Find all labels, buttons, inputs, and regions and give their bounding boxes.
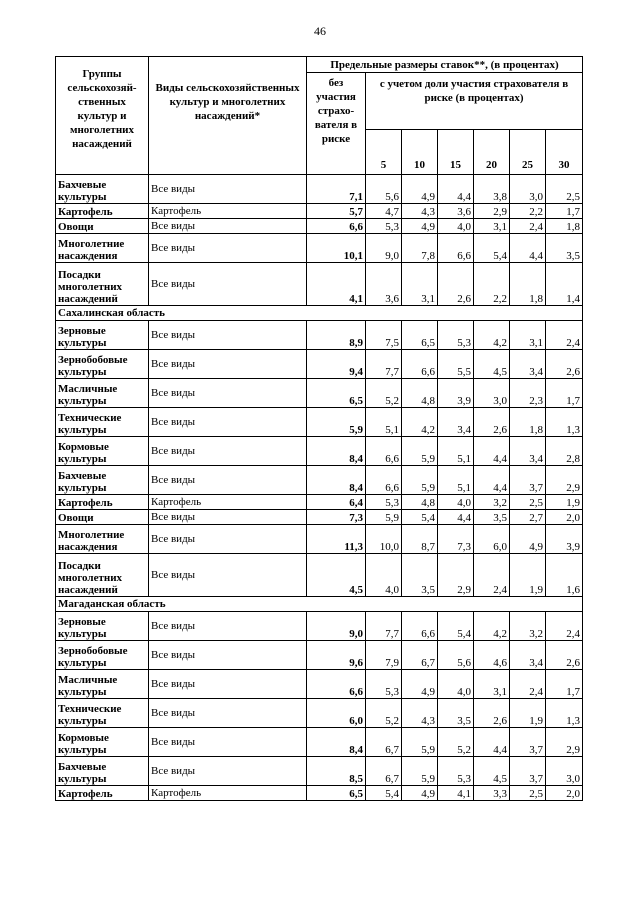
crop-group-cell: Картофель [56, 495, 149, 510]
rate-cell: 5,2 [366, 699, 402, 728]
rate-cell: 5,5 [438, 350, 474, 379]
rate-cell: 5,3 [438, 321, 474, 350]
rate-cell: 3,4 [510, 350, 546, 379]
base-rate-cell: 11,3 [307, 525, 366, 554]
rate-cell: 5,6 [366, 175, 402, 204]
rate-cell: 5,1 [366, 408, 402, 437]
table-row [56, 699, 583, 728]
base-rate-cell: 5,9 [307, 408, 366, 437]
rate-cell: 4,5 [474, 757, 510, 786]
rate-cell: 5,6 [438, 641, 474, 670]
rate-cell: 8,7 [402, 525, 438, 554]
rate-cell: 4,9 [402, 219, 438, 234]
crop-group-cell: Бахчевые культуры [56, 757, 149, 786]
rate-cell: 2,4 [510, 670, 546, 699]
crop-kind-cell: Все виды [149, 757, 307, 786]
rate-cell: 3,5 [546, 234, 583, 263]
crop-kind-cell: Все виды [149, 234, 307, 263]
crop-kind-cell: Все виды [149, 263, 307, 306]
rate-cell: 3,0 [474, 379, 510, 408]
rate-cell: 5,4 [402, 510, 438, 525]
rate-cell: 5,1 [438, 437, 474, 466]
region-row [56, 306, 583, 321]
rate-cell: 3,1 [510, 321, 546, 350]
rate-cell: 7,8 [402, 234, 438, 263]
rate-cell: 2,8 [546, 437, 583, 466]
region-heading: Сахалинская область [56, 306, 583, 321]
rate-cell: 3,2 [510, 612, 546, 641]
rate-cell: 3,4 [510, 641, 546, 670]
rate-cell: 10,0 [366, 525, 402, 554]
rate-cell: 4,4 [474, 728, 510, 757]
table-row [56, 466, 583, 495]
rate-cell: 3,4 [438, 408, 474, 437]
crop-kind-cell: Картофель [149, 204, 307, 219]
rate-cell: 2,4 [510, 219, 546, 234]
rate-cell: 2,4 [546, 612, 583, 641]
rate-cell: 5,3 [366, 495, 402, 510]
base-rate-cell: 7,3 [307, 510, 366, 525]
table-row [56, 612, 583, 641]
crop-group-cell: Овощи [56, 510, 149, 525]
rate-cell: 1,9 [546, 495, 583, 510]
rate-cell: 5,9 [402, 757, 438, 786]
table-row [56, 263, 583, 306]
rate-cell: 1,3 [546, 699, 583, 728]
header-without-participation: без участия страхо-вателя в риске [307, 73, 366, 175]
rate-cell: 2,5 [510, 786, 546, 801]
rate-cell: 5,4 [438, 612, 474, 641]
crop-kind-cell: Все виды [149, 437, 307, 466]
table-row [56, 641, 583, 670]
crop-kind-cell: Все виды [149, 219, 307, 234]
rate-cell: 3,3 [474, 786, 510, 801]
header-percent: 25 [510, 130, 546, 175]
rate-cell: 1,8 [510, 408, 546, 437]
rate-cell: 4,9 [510, 525, 546, 554]
crop-kind-cell: Все виды [149, 379, 307, 408]
rate-cell: 6,6 [402, 350, 438, 379]
table-row [56, 525, 583, 554]
crop-group-cell: Многолетние насаждения [56, 525, 149, 554]
base-rate-cell: 7,1 [307, 175, 366, 204]
rate-cell: 1,9 [510, 699, 546, 728]
base-rate-cell: 8,4 [307, 437, 366, 466]
base-rate-cell: 6,0 [307, 699, 366, 728]
rate-cell: 3,9 [546, 525, 583, 554]
crop-group-cell: Технические культуры [56, 408, 149, 437]
rate-cell: 1,7 [546, 204, 583, 219]
crop-kind-cell: Все виды [149, 525, 307, 554]
rate-cell: 2,0 [546, 786, 583, 801]
crop-group-cell: Картофель [56, 786, 149, 801]
rate-cell: 2,2 [474, 263, 510, 306]
table-row [56, 437, 583, 466]
rate-cell: 3,7 [510, 757, 546, 786]
base-rate-cell: 6,4 [307, 495, 366, 510]
base-rate-cell: 6,6 [307, 219, 366, 234]
rate-cell: 5,3 [366, 219, 402, 234]
table-row [56, 510, 583, 525]
crop-kind-cell: Картофель [149, 786, 307, 801]
rate-cell: 4,4 [474, 466, 510, 495]
rate-cell: 2,4 [546, 321, 583, 350]
rate-cell: 4,4 [474, 437, 510, 466]
rate-cell: 4,7 [366, 204, 402, 219]
crop-group-cell: Посадки многолетних насаждений [56, 263, 149, 306]
rate-cell: 5,2 [438, 728, 474, 757]
crop-group-cell: Масличные культуры [56, 379, 149, 408]
rate-cell: 2,9 [438, 554, 474, 597]
crop-group-cell: Кормовые культуры [56, 728, 149, 757]
crop-group-cell: Масличные культуры [56, 670, 149, 699]
crop-kind-cell: Все виды [149, 699, 307, 728]
rate-cell: 2,5 [546, 175, 583, 204]
rate-cell: 1,7 [546, 379, 583, 408]
base-rate-cell: 8,5 [307, 757, 366, 786]
rate-cell: 1,9 [510, 554, 546, 597]
rate-cell: 3,7 [510, 728, 546, 757]
header-with-participation: с учетом доли участия страхователя в риске (в процентах) [366, 73, 583, 130]
rate-cell: 4,2 [402, 408, 438, 437]
base-rate-cell: 4,1 [307, 263, 366, 306]
rate-cell: 4,1 [438, 786, 474, 801]
rate-cell: 3,1 [474, 219, 510, 234]
rate-cell: 5,1 [438, 466, 474, 495]
base-rate-cell: 6,5 [307, 786, 366, 801]
table-row [56, 350, 583, 379]
rate-cell: 2,9 [546, 728, 583, 757]
rate-cell: 3,5 [474, 510, 510, 525]
table-row [56, 175, 583, 204]
rate-cell: 4,3 [402, 204, 438, 219]
rate-cell: 3,1 [474, 670, 510, 699]
region-row [56, 597, 583, 612]
region-heading: Магаданская область [56, 597, 583, 612]
base-rate-cell: 9,6 [307, 641, 366, 670]
header-limits: Предельные размеры ставок**, (в процентах) [307, 57, 583, 73]
header-kind: Виды сельскохозяйственных культур и многолетних насаждений* [149, 57, 307, 175]
rate-cell: 5,3 [438, 757, 474, 786]
rate-cell: 4,9 [402, 670, 438, 699]
crop-group-cell: Бахчевые культуры [56, 175, 149, 204]
table-row [56, 757, 583, 786]
rate-cell: 4,0 [438, 495, 474, 510]
table-row [56, 379, 583, 408]
table-row [56, 786, 583, 801]
rate-cell: 1,3 [546, 408, 583, 437]
header-percent: 15 [438, 130, 474, 175]
table-header [56, 57, 583, 175]
table-row [56, 234, 583, 263]
table-row [56, 321, 583, 350]
rate-cell: 4,3 [402, 699, 438, 728]
rate-cell: 2,0 [546, 510, 583, 525]
rate-cell: 6,7 [402, 641, 438, 670]
table-body [56, 175, 583, 801]
rate-cell: 3,2 [474, 495, 510, 510]
base-rate-cell: 6,6 [307, 670, 366, 699]
rate-cell: 2,6 [546, 350, 583, 379]
rate-cell: 7,7 [366, 350, 402, 379]
base-rate-cell: 8,4 [307, 728, 366, 757]
rate-cell: 4,5 [474, 350, 510, 379]
rate-cell: 6,6 [366, 437, 402, 466]
rate-cell: 7,3 [438, 525, 474, 554]
crop-kind-cell: Все виды [149, 510, 307, 525]
rate-cell: 6,6 [366, 466, 402, 495]
crop-group-cell: Зерновые культуры [56, 612, 149, 641]
rate-cell: 3,9 [438, 379, 474, 408]
crop-group-cell: Технические культуры [56, 699, 149, 728]
header-percent: 20 [474, 130, 510, 175]
rate-cell: 2,5 [510, 495, 546, 510]
rate-cell: 5,9 [402, 728, 438, 757]
rate-cell: 2,2 [510, 204, 546, 219]
crop-kind-cell: Все виды [149, 350, 307, 379]
header-percent: 10 [402, 130, 438, 175]
rate-cell: 6,7 [366, 757, 402, 786]
rate-cell: 3,0 [546, 757, 583, 786]
base-rate-cell: 8,4 [307, 466, 366, 495]
rate-cell: 4,8 [402, 379, 438, 408]
rate-cell: 3,4 [510, 437, 546, 466]
rate-cell: 3,6 [438, 204, 474, 219]
rate-cell: 1,4 [546, 263, 583, 306]
base-rate-cell: 10,1 [307, 234, 366, 263]
insurance-rates-table [55, 56, 583, 801]
rate-cell: 4,0 [366, 554, 402, 597]
rate-cell: 2,4 [474, 554, 510, 597]
rate-cell: 5,3 [366, 670, 402, 699]
rate-cell: 7,9 [366, 641, 402, 670]
rate-cell: 2,6 [438, 263, 474, 306]
rate-cell: 1,8 [510, 263, 546, 306]
rate-cell: 7,7 [366, 612, 402, 641]
rate-cell: 6,5 [402, 321, 438, 350]
rate-cell: 4,9 [402, 175, 438, 204]
rate-cell: 3,0 [510, 175, 546, 204]
rate-cell: 2,9 [474, 204, 510, 219]
crop-kind-cell: Все виды [149, 612, 307, 641]
rate-cell: 3,5 [438, 699, 474, 728]
page-number: 46 [314, 24, 326, 38]
rate-cell: 6,6 [402, 612, 438, 641]
rate-cell: 1,8 [546, 219, 583, 234]
rate-cell: 5,4 [366, 786, 402, 801]
base-rate-cell: 8,9 [307, 321, 366, 350]
rate-cell: 4,2 [474, 321, 510, 350]
crop-kind-cell: Все виды [149, 175, 307, 204]
crop-kind-cell: Все виды [149, 466, 307, 495]
table-row [56, 670, 583, 699]
rate-cell: 2,6 [474, 408, 510, 437]
crop-kind-cell: Картофель [149, 495, 307, 510]
header-percent: 30 [546, 130, 583, 175]
crop-group-cell: Кормовые культуры [56, 437, 149, 466]
rate-cell: 5,4 [474, 234, 510, 263]
rate-cell: 2,7 [510, 510, 546, 525]
rate-cell: 4,8 [402, 495, 438, 510]
rate-cell: 1,6 [546, 554, 583, 597]
crop-kind-cell: Все виды [149, 641, 307, 670]
rate-cell: 4,4 [438, 510, 474, 525]
rate-cell: 2,3 [510, 379, 546, 408]
rate-cell: 4,4 [510, 234, 546, 263]
crop-kind-cell: Все виды [149, 554, 307, 597]
crop-group-cell: Зернобобовые культуры [56, 350, 149, 379]
header-group: Группы сельскохозяй-ственных культур и многолетних насаждений [56, 57, 149, 175]
crop-group-cell: Бахчевые культуры [56, 466, 149, 495]
crop-kind-cell: Все виды [149, 670, 307, 699]
header-percent: 5 [366, 130, 402, 175]
rate-cell: 4,0 [438, 219, 474, 234]
rate-cell: 1,7 [546, 670, 583, 699]
table-row [56, 554, 583, 597]
table-row [56, 728, 583, 757]
rate-cell: 3,6 [366, 263, 402, 306]
rate-cell: 4,6 [474, 641, 510, 670]
crop-kind-cell: Все виды [149, 728, 307, 757]
rate-cell: 6,6 [438, 234, 474, 263]
crop-kind-cell: Все виды [149, 408, 307, 437]
table-row [56, 204, 583, 219]
rate-cell: 4,4 [438, 175, 474, 204]
table-row [56, 219, 583, 234]
rate-cell: 5,9 [402, 437, 438, 466]
base-rate-cell: 9,4 [307, 350, 366, 379]
crop-group-cell: Зерновые культуры [56, 321, 149, 350]
rate-cell: 6,0 [474, 525, 510, 554]
crop-kind-cell: Все виды [149, 321, 307, 350]
crop-group-cell: Овощи [56, 219, 149, 234]
table-row [56, 408, 583, 437]
rate-cell: 4,9 [402, 786, 438, 801]
rate-cell: 6,7 [366, 728, 402, 757]
rate-cell: 5,2 [366, 379, 402, 408]
crop-group-cell: Многолетние насаждения [56, 234, 149, 263]
crop-group-cell: Зернобобовые культуры [56, 641, 149, 670]
rate-cell: 2,6 [546, 641, 583, 670]
base-rate-cell: 9,0 [307, 612, 366, 641]
table-row [56, 495, 583, 510]
rate-cell: 3,8 [474, 175, 510, 204]
rate-cell: 5,9 [402, 466, 438, 495]
rate-cell: 2,6 [474, 699, 510, 728]
base-rate-cell: 4,5 [307, 554, 366, 597]
crop-group-cell: Посадки многолетних насаждений [56, 554, 149, 597]
rate-cell: 9,0 [366, 234, 402, 263]
rate-cell: 4,0 [438, 670, 474, 699]
rate-cell: 3,1 [402, 263, 438, 306]
rate-cell: 3,7 [510, 466, 546, 495]
rate-cell: 5,9 [366, 510, 402, 525]
crop-group-cell: Картофель [56, 204, 149, 219]
rate-cell: 4,2 [474, 612, 510, 641]
rate-cell: 3,5 [402, 554, 438, 597]
base-rate-cell: 6,5 [307, 379, 366, 408]
base-rate-cell: 5,7 [307, 204, 366, 219]
rate-cell: 7,5 [366, 321, 402, 350]
rate-cell: 2,9 [546, 466, 583, 495]
